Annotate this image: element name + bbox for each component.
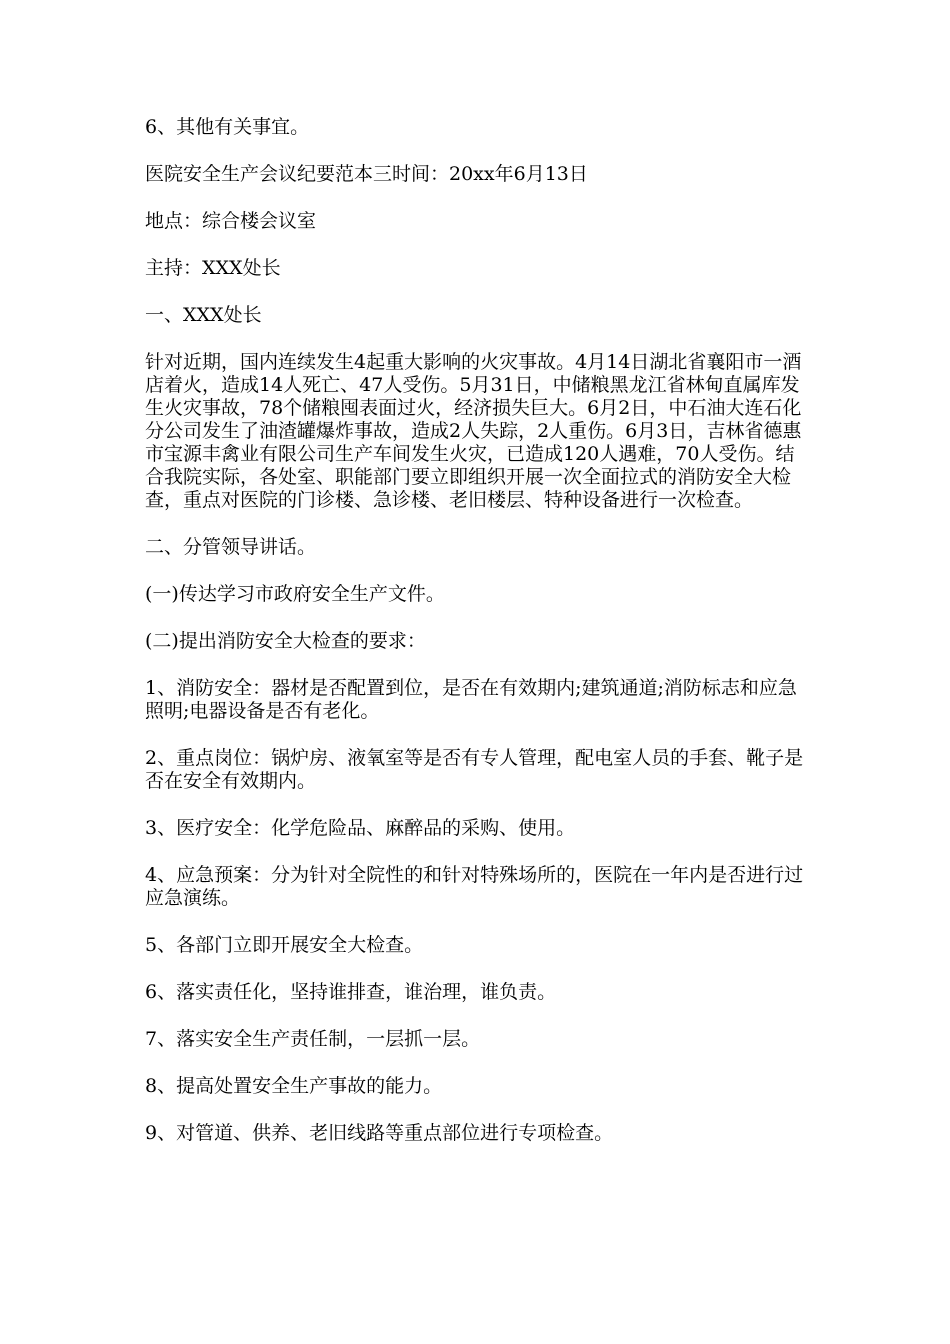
requirement-item-8: 8、提高处置安全生产事故的能力。: [145, 1075, 443, 1097]
requirement-item-3: 3、医疗安全：化学危险品、麻醉品的采购、使用。: [145, 817, 576, 839]
paragraph-item-6-other: 6、其他有关事宜。: [145, 116, 310, 138]
section-heading-2: 二、分管领导讲话。: [145, 536, 317, 558]
paragraph-minutes-title-time: 医院安全生产会议纪要范本三时间：20xx年6月13日: [145, 163, 588, 185]
paragraph-fire-incidents: 针对近期，国内连续发生4起重大影响的火灾事故。4月14日湖北省襄阳市一酒店着火，造成14人死亡、47人受伤。5月31日，中储粮黑龙江省林甸直属库发生火灾事故，78个储粮囤表面过火，经济损失巨大。6月2日，中石油大连石化分公司发生了油渣罐爆炸事故，造成2人失踪，2人重伤。6月3日，吉林省德惠市宝源丰禽业有限公司生产车间发生火灾，已造成120人遇难，70人受伤。结合我院实际，各处室、职能部门要立即组织开展一次全面拉式的消防安全大检查，重点对医院的门诊楼、急诊楼、老旧楼层、特种设备进行一次检查。: [145, 351, 802, 511]
paragraph-host: 主持：XXX处长: [145, 257, 281, 279]
subsection-2: (二)提出消防安全大检查的要求：: [145, 630, 426, 652]
requirement-item-7: 7、落实安全生产责任制，一层抓一层。: [145, 1028, 481, 1050]
requirement-item-6: 6、落实责任化，坚持谁排查，谁治理，谁负责。: [145, 981, 557, 1003]
requirement-item-2: 2、重点岗位：锅炉房、液氧室等是否有专人管理，配电室人员的手套、靴子是否在安全有效期内。: [145, 747, 804, 792]
requirement-item-9: 9、对管道、供养、老旧线路等重点部位进行专项检查。: [145, 1122, 614, 1144]
requirement-item-5: 5、各部门立即开展安全大检查。: [145, 934, 424, 956]
document-body: [145, 116, 813, 1169]
subsection-1: (一)传达学习市政府安全生产文件。: [145, 583, 445, 605]
requirement-item-4: 4、应急预案：分为针对全院性的和针对特殊场所的，医院在一年内是否进行过应急演练。: [145, 864, 804, 909]
section-heading-1: 一、XXX处长: [145, 304, 262, 326]
requirement-item-1: 1、消防安全：器材是否配置到位，是否在有效期内;建筑通道;消防标志和应急照明;电器设备是否有老化。: [145, 677, 797, 722]
paragraph-location: 地点：综合楼会议室: [145, 210, 317, 232]
